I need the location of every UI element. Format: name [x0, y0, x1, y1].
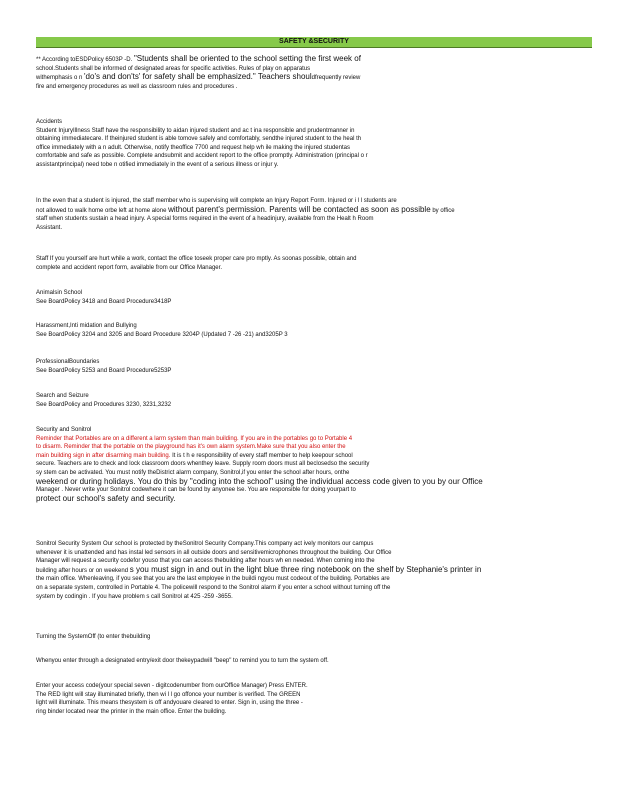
section-heading: Search and Seizure — [36, 393, 89, 399]
text-line: obtaining immediatecare. If theinjured student is able tomove safely and comfortably, sendthe injured student to the heal th — [36, 136, 362, 143]
text-line: light will illuminate. This means thesystem is off andyouare cleared to enter. Sign in, using the three - — [36, 700, 303, 707]
security-section — [36, 426, 592, 503]
text-line: assistantprincipal) need tobe n otified immediately in the event of a serious illness or injur y. — [36, 161, 279, 168]
text-line: The RED light will stay illuminated briefly, then wi l l go offonce your number is verified. The GREEN — [36, 691, 301, 698]
text-line: not allowed to walk home orbe left at home alone without parent's permission. Parents will be contacted as soon as possible by office — [36, 205, 455, 214]
accidents-section — [36, 118, 592, 170]
harassment-section — [36, 322, 592, 339]
text-line: In the even that a student is injured, the staff member who is supervising will complete an Injury Report Form. Injured or i l l students are — [36, 198, 397, 204]
text-line: building after hours or on weekend s you must sign in and out in the light blue three ring notebook on the shelf by Stephanie's printer in — [36, 565, 482, 574]
text-line: Student InjuryIllness Staff have the responsibility to aidan injured student and ac t ina responsible and prudentmanner in — [36, 127, 355, 134]
text-line: comfortable and safe as possible. Complete andsubmit and accident report to the office promptly. Administration (principal o r — [36, 153, 368, 160]
text-line: See BoardPolicy 5253 and Board Procedure5253P — [36, 367, 172, 374]
text-line: Manager will request a security codefor youso that you can access thebuilding after hours wh en needed. When coming into the — [36, 558, 375, 565]
text-line: See BoardPolicy 3418 and Board Procedure3418P — [36, 298, 172, 305]
text-line: sy stem can be activated. You must notify theDistrict alarm company, Sonitrol,if you enter the school after hours, onthe — [36, 469, 350, 476]
turning-off-heading — [36, 633, 592, 642]
staff-injury-paragraph — [36, 255, 592, 272]
boundaries-section — [36, 358, 592, 375]
text-line: Manager . Never write your Sonitrol codewhere it can be found by anyonee lse. You are responsible for doing yourpart to — [36, 487, 356, 494]
section-heading: Accidents — [36, 119, 63, 125]
section-banner: SAFETY &SECURITY — [36, 37, 592, 48]
text-line: on a separate system, controlled in Portable 4. The policewill respond to the Sonitrol alarm if you enter a school without turning off the — [36, 584, 391, 591]
search-seizure-section — [36, 392, 592, 409]
intro-paragraph — [36, 55, 592, 91]
sonitrol-paragraph — [36, 540, 592, 601]
animals-section — [36, 289, 592, 306]
text-line: to disarm. Reminder that the portable on the playground has it's own alarm system.Make sure that you also enter the — [36, 444, 346, 451]
injury-paragraph — [36, 197, 592, 232]
text-line: fire and emergency procedures as well as classroom rules and procedures . — [36, 83, 238, 90]
text-line: See BoardPolicy and Procedures 3230, 3231,3232 — [36, 401, 172, 408]
text-line: Enter your access code(your special seven - digitcodenumber from ourOffice Manager) Press ENTER. — [36, 683, 308, 689]
text-line: Whenyou enter through a designated entry/exit door thekeypadwill "beep" to remind you to turn the system off. — [36, 658, 329, 664]
text-line: Staff If you yourself are hurt while a work, contact the office toseek proper care pro mptly. As soonas possible, obtain and — [36, 256, 357, 262]
section-heading: Animalsin School — [36, 290, 83, 296]
text-line: ** According toESDPolicy 6503P -D. "Students shall be oriented to the school setting the first week of — [36, 55, 361, 63]
text-line: complete and accident report form, available from our Office Manager. — [36, 264, 222, 271]
text-line: Reminder that Portables are on a different a larm system than main building. If you are in the portables go to Portable 4 — [36, 435, 353, 442]
section-heading: ProfessionalBoundaries — [36, 359, 100, 365]
text-line: staff when students sustain a head injury. A special forms required in the event of a headinjury, available from the Healt h Room — [36, 216, 374, 223]
text-line: Sonitrol Security System Our school is protected by theSonitrol Security Company.This company act ively monitors our campus — [36, 541, 374, 547]
text-line: secure. Teachers are to check and lock classroom doors whenthey leave. Supply room doors must all beclosedso the security — [36, 461, 370, 468]
text-line: whenever it is unattended and has instal led sensors in all outside doors and sensitivemicrophones throughout the building. Our Office — [36, 549, 392, 556]
text-line: Turning the SystemOff (to enter thebuilding — [36, 634, 151, 640]
text-line: withemphasis o n 'do's and don'ts' for safety shall be emphasized." Teachers shouldfrequently review — [36, 73, 361, 82]
text-line: protect our school's safety and security. — [36, 494, 176, 503]
section-heading: Harassment,Inti midation and Bullying — [36, 323, 137, 329]
text-line: the main office. Whenleaving, if you see that you are the last employee in the buildi ngyou must codeout of the building. Portables are — [36, 576, 390, 583]
text-line: See BoardPolicy 3204 and 3205 and Board Procedure 3204P (Updated 7 -26 -21) and3205P 3 — [36, 331, 288, 338]
entry-paragraph — [36, 657, 592, 666]
text-line: school.Students shall be informed of designated areas for specific activities. Rules of play on apparatus — [36, 65, 311, 72]
text-line: weekend or during holidays. You do this by "coding into the school" using the individual access code given to you by our Office — [36, 477, 483, 486]
text-line: office immediately with a n adult. Otherwise, notify theoffice 7700 and request help wh ile making the injured studentas — [36, 144, 350, 151]
access-code-paragraph — [36, 682, 592, 716]
section-heading: Security and Sonitrol — [36, 427, 92, 433]
text-line: main building sign in after disarming main building. It is t h e responsibility of every staff member to help keepour school — [36, 452, 353, 459]
text-line: ring binder located near the printer in the main office. Enter the building. — [36, 708, 227, 715]
text-line: Assistant. — [36, 224, 63, 231]
text-line: system by codingin . If you have problem s call Sonitrol at 425 -259 -3655. — [36, 593, 233, 600]
